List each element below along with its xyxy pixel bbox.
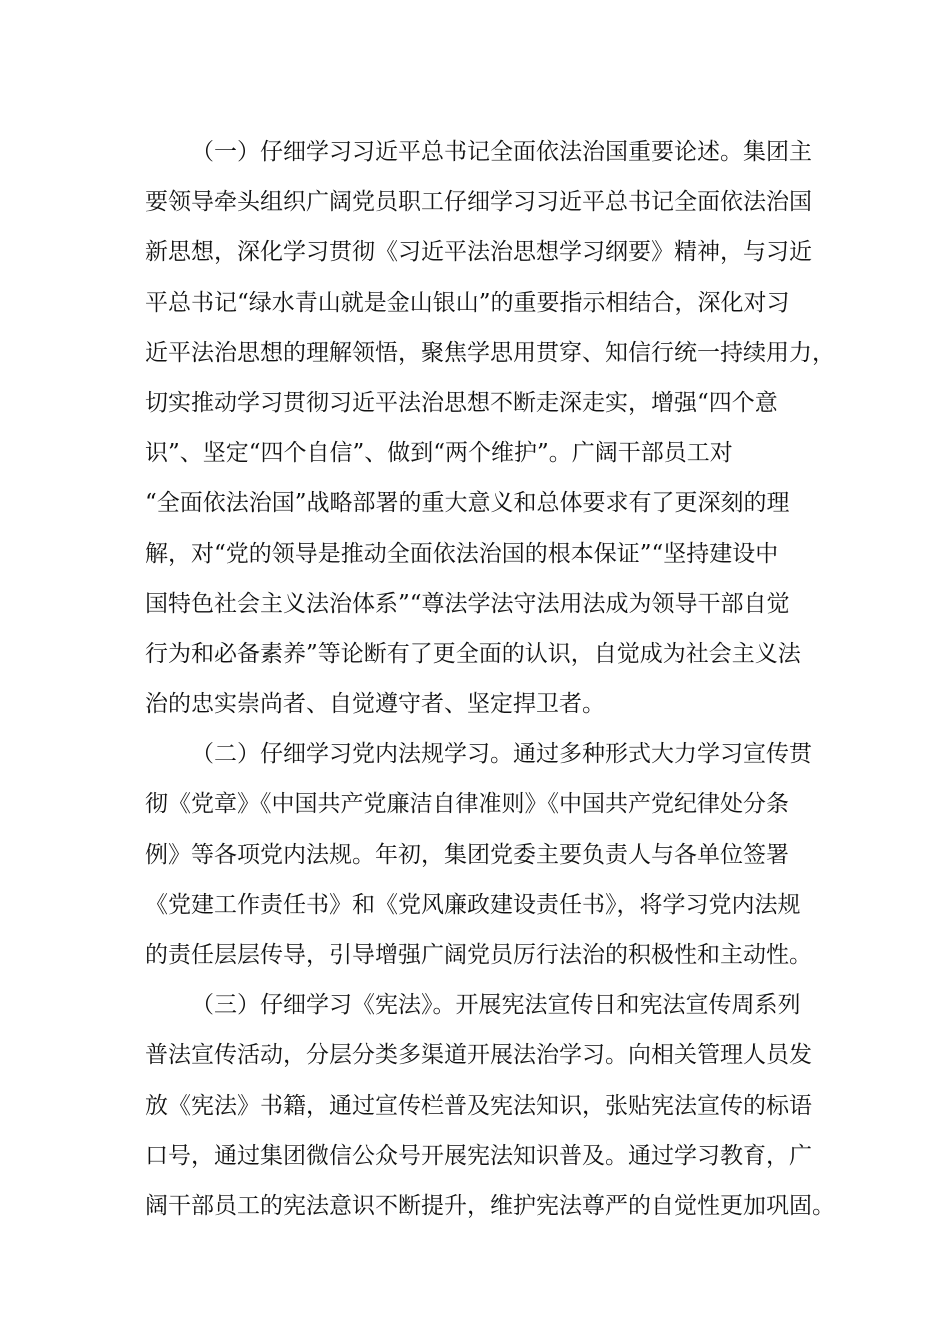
paragraph-1-line-2: 要领导牵头组织广阔党员职工仔细学习习近平总书记全面依法治国: [145, 189, 812, 216]
paragraph-3-line-5: 阔干部员工的宪法意识不断提升，维护宪法尊严的自觉性更加巩固。: [145, 1192, 835, 1219]
paragraph-1-line-1: （一）仔细学习习近平总书记全面依法治国重要论述。集团主: [191, 139, 812, 165]
paragraph-3-line-4: 口号，通过集团微信公众号开展宪法知识普及。通过学习教育，广: [145, 1142, 812, 1169]
paragraph-1-line-6: 切实推动学习贯彻习近平法治思想不断走深走实，增强“四个意: [145, 389, 778, 416]
paragraph-2-line-1: （二）仔细学习党内法规学习。通过多种形式大力学习宣传贯: [191, 741, 812, 768]
paragraph-1-line-7: 识”、坚定“四个自信”、做到“两个维护”。广阔干部员工对: [145, 440, 733, 467]
paragraph-1-line-8: “全面依法治国”战略部署的重大意义和总体要求有了更深刻的理: [145, 490, 790, 517]
paragraph-1-line-11: 行为和必备素养”等论断有了更全面的认识，自觉成为社会主义法: [145, 640, 801, 667]
paragraph-1-line-4: 平总书记“绿水青山就是金山银山”的重要指示相结合，深化对习: [145, 289, 790, 316]
paragraph-1-line-9: 解，对“党的领导是推动全面依法治国的根本保证”“坚持建设中: [145, 540, 779, 567]
paragraph-1-line-3: 新思想，深化学习贯彻《习近平法治思想学习纲要》精神，与习近: [145, 239, 812, 266]
paragraph-2-line-5: 的责任层层传导，引导增强广阔党员厉行法治的积极性和主动性。: [145, 942, 812, 968]
paragraph-2-line-3: 例》等各项党内法规。年初，集团党委主要负责人与各单位签署: [145, 841, 789, 868]
paragraph-1-line-12: 治的忠实崇尚者、自觉遵守者、坚定捍卫者。: [145, 691, 605, 718]
paragraph-3-line-1: （三）仔细学习《宪法》。开展宪法宣传日和宪法宣传周系列: [191, 992, 801, 1019]
paragraph-3-line-3: 放《宪法》书籍，通过宣传栏普及宪法知识，张贴宪法宣传的标语: [145, 1092, 812, 1119]
paragraph-3-line-2: 普法宣传活动，分层分类多渠道开展法治学习。向相关管理人员发: [145, 1042, 812, 1069]
document-body: [145, 127, 835, 1231]
paragraph-2-line-4: 《党建工作责任书》和《党风廉政建设责任书》，将学习党内法规: [145, 891, 801, 918]
paragraph-1-line-10: 国特色社会主义法治体系”“尊法学法守法用法成为领导干部自觉: [145, 590, 790, 617]
paragraph-1-line-5: 近平法治思想的理解领悟，聚焦学思用贯穿、知信行统一持续用力，: [145, 339, 835, 366]
paragraph-2-line-2: 彻《党章》《中国共产党廉洁自律准则》《中国共产党纪律处分条: [145, 791, 789, 818]
